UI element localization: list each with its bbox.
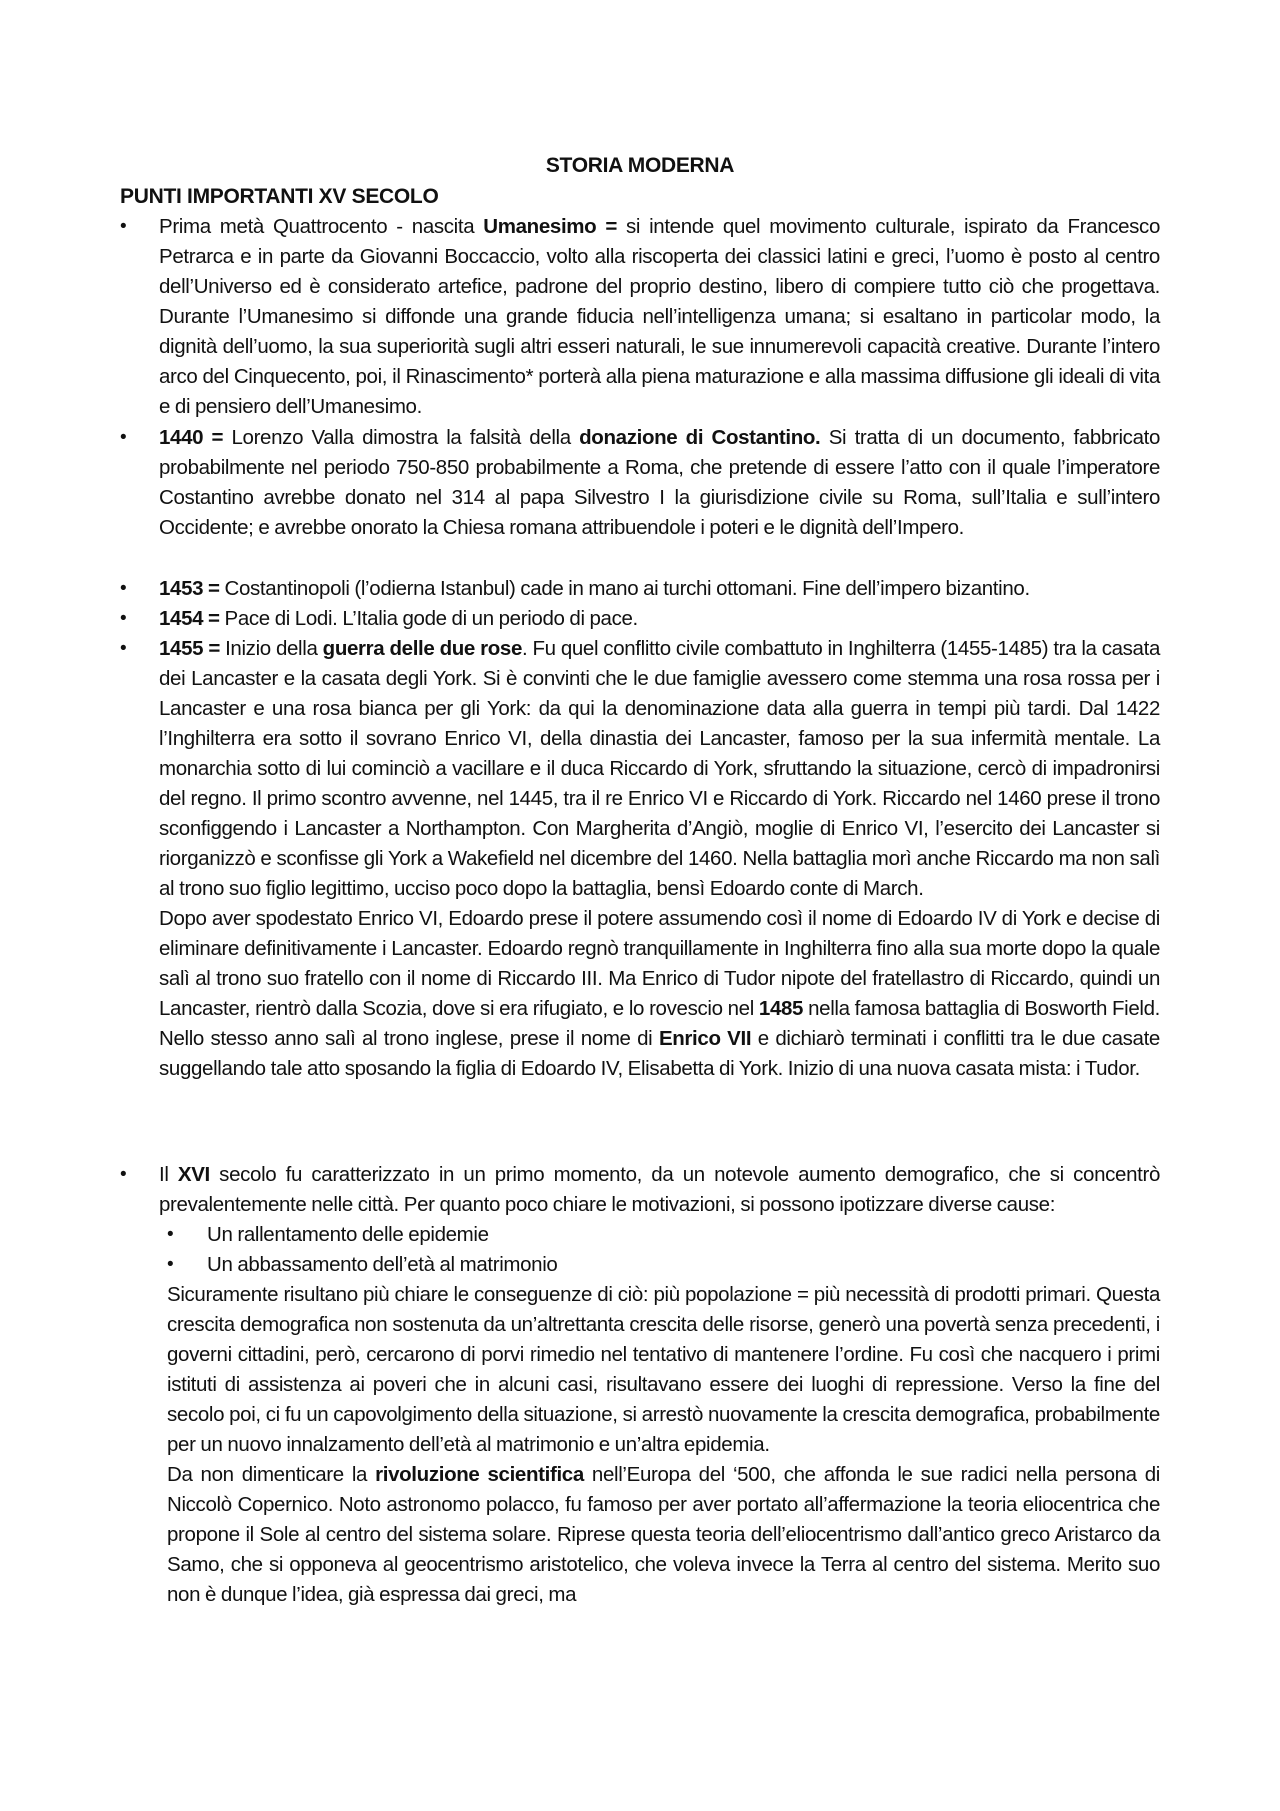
paragraph: Da non dimenticare la rivoluzione scientifica nell’Europa del ‘500, che affonda le sue radici nella persona di Niccolò Copernico. Noto astronomo polacco, fu famoso per aver portato all’affermazione la teoria eliocentrica che propone il Sole al centro del sistema solare. Riprese questa teoria dell’eliocentrismo dall’antico greco Aristarco da Samo, che si opponeva al geocentrismo aristotelico, che voleva invece la Terra al centro del sistema. Merito suo non è dunque l’idea, già espressa dai greci, ma: [167, 1463, 1160, 1606]
bullet-text: 1454 = Pace di Lodi. L’Italia gode di un periodo di pace.: [159, 607, 638, 630]
bullet-umanesimo: [120, 212, 1160, 422]
bullet-1454: [120, 604, 1160, 634]
sub-bullet: [167, 1220, 1160, 1250]
bullet-text: [159, 1160, 1160, 1610]
sub-bullet: [167, 1250, 1160, 1280]
bullet-marker: •: [120, 427, 127, 448]
bullet-text: [159, 634, 1160, 1084]
sub-bullet-text: Un rallentamento delle epidemie: [207, 1223, 489, 1246]
bullet-marker: •: [120, 608, 127, 629]
sub-bullet-text: Un abbassamento dell’età al matrimonio: [207, 1253, 558, 1276]
bullet-text: 1440 = Lorenzo Valla dimostra la falsità della donazione di Costantino. Si tratta di un documento, fabbricato probabilmente nel periodo 750-850 probabilmente a Roma, che pretende di essere l’atto con il quale l’imperatore Costantino avrebbe donato nel 314 al papa Silvestro I la giurisdizione civile su Roma, sull’Italia e sull’intero Occidente; e avrebbe onorato la Chiesa romana attribuendole i poteri e le dignità dell’Impero.: [159, 426, 1161, 539]
section-heading: PUNTI IMPORTANTI XV SECOLO: [120, 185, 439, 208]
paragraph: Sicuramente risultano più chiare le conseguenze di ciò: più popolazione = più necessità di prodotti primari. Questa crescita demografica non sostenuta da un’altrettanta crescita delle risorse, generò una povertà senza precedenti, i governi cittadini, però, cercarono di porvi rimedio nel tentativo di mantenere l’ordine. Fu così che nacquero i primi istituti di assistenza ai poveri che in alcuni casi, risultavano essere dei luoghi di repressione. Verso la fine del secolo poi, ci fu un capovolgimento della situazione, si arrestò nuovamente la crescita demografica, probabilmente per un nuovo innalzamento dell’età al matrimonio e un’altra epidemia.: [167, 1283, 1160, 1456]
bullet-marker: •: [120, 638, 127, 659]
bullet-marker: •: [120, 216, 127, 237]
paragraph: 1455 = Inizio della guerra delle due rose. Fu quel conflitto civile combattuto in Inghilterra (1455-1485) tra la casata dei Lancaster e la casata degli York. Si è convinti che le due famiglie avessero come stemma una rosa rossa per i Lancaster e una rosa bianca per gli York: da qui la denominazione data alla guerra in tempi più tardi. Dal 1422 l’Inghilterra era sotto il sovrano Enrico VI, della dinastia dei Lancaster, famoso per la sua infermità mentale. La monarchia sotto di lui cominciò a vacillare e il duca Riccardo di York, sfruttando la situazione, cercò di impadronirsi del regno. Il primo scontro avvenne, nel 1445, tra il re Enrico VI e Riccardo di York. Riccardo nel 1460 prese il trono sconfiggendo i Lancaster a Northampton. Con Margherita d’Angiò, moglie di Enrico VI, l’esercito dei Lancaster si riorganizzò e sconfisse gli York a Wakefield nel dicembre del 1460. Nella battaglia morì anche Riccardo ma non salì al trono suo figlio legittimo, ucciso poco dopo la battaglia, bensì Edoardo conte di March.: [159, 637, 1160, 900]
bullet-1455: [120, 634, 1160, 1084]
bullet-marker: •: [120, 1164, 127, 1185]
paragraph: Dopo aver spodestato Enrico VI, Edoardo prese il potere assumendo così il nome di Edoardo IV di York e decise di eliminare definitivamente i Lancaster. Edoardo regnò tranquillamente in Inghilterra fino alla sua morte dopo la quale salì al trono suo fratello con il nome di Riccardo III. Ma Enrico di Tudor nipote del fratellastro di Riccardo, quindi un Lancaster, rientrò dalla Scozia, dove si era rifugiato, e lo rovescio nel 1485 nella famosa battaglia di Bosworth Field. Nello stesso anno salì al trono inglese, prese il nome di Enrico VII e dichiarò terminati i conflitti tra le due casate suggellando tale atto sposando la figlia di Edoardo IV, Elisabetta di York. Inizio di una nuova casata mista: i Tudor.: [159, 907, 1161, 1080]
bullet-text: 1453 = Costantinopoli (l’odierna Istanbul) cade in mano ai turchi ottomani. Fine dell’impero bizantino.: [159, 577, 1030, 600]
bullet-marker: •: [167, 1224, 174, 1245]
bullet-xvi-secolo: [120, 1160, 1160, 1610]
paragraph: Il XVI secolo fu caratterizzato in un primo momento, da un notevole aumento demografico, che si concentrò prevalentemente nelle città. Per quanto poco chiare le motivazioni, si possono ipotizzare diverse cause:: [159, 1163, 1160, 1216]
bullet-1440: [120, 423, 1160, 543]
bullet-1453: [120, 574, 1160, 604]
document-title: STORIA MODERNA: [545, 154, 735, 177]
bullet-text: Prima metà Quattrocento - nascita Umanesimo = si intende quel movimento culturale, ispirato da Francesco Petrarca e in parte da Giovanni Boccaccio, volto alla riscoperta dei classici latini e greci, l’uomo è posto al centro dell’Universo ed è considerato artefice, padrone del proprio destino, libero di compiere tutto ciò che progettava. Durante l’Umanesimo si diffonde una grande fiducia nell’intelligenza umana; si esaltano in particolar modo, la dignità dell’uomo, la sua superiorità sugli altri esseri naturali, le sue innumerevoli capacità creative. Durante l’intero arco del Cinquecento, poi, il Rinascimento* porterà alla piena maturazione e alla massima diffusione gli ideali di vita e di pensiero dell’Umanesimo.: [159, 215, 1160, 418]
bullet-marker: •: [167, 1254, 174, 1275]
bullet-marker: •: [120, 578, 127, 599]
